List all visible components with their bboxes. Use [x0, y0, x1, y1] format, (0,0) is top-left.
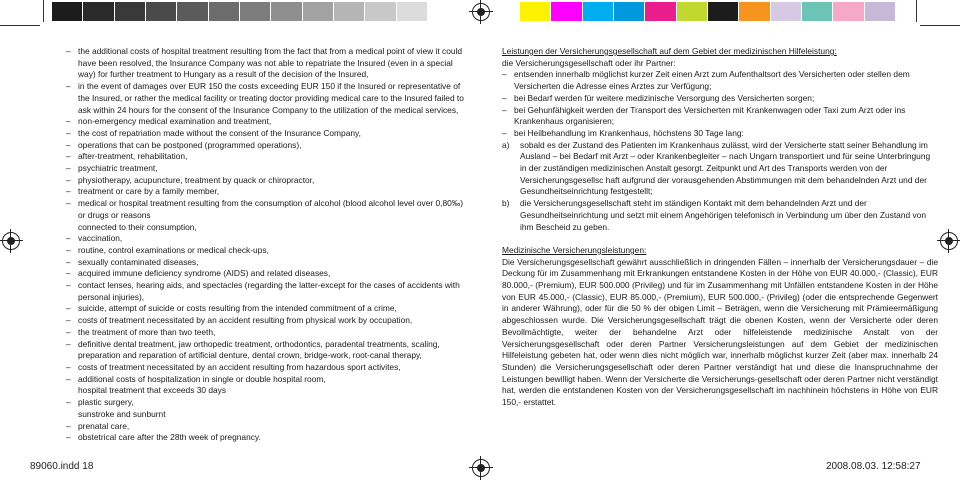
lettered-item [502, 198, 938, 233]
list-item-text: vaccination, [78, 233, 123, 244]
list-item [66, 128, 472, 140]
list-item [66, 303, 472, 315]
list-item-text: connected to their consumption, [78, 221, 197, 232]
color-swatch [177, 2, 207, 21]
list-item-text: physiotherapy, acupuncture, treatment by quack or chiropractor, [78, 174, 315, 185]
trim-mark [920, 25, 960, 26]
list-item-text: additional costs of hospitalization in single or double hospital room, [78, 373, 326, 384]
color-swatch [677, 2, 707, 21]
list-item-text: costs of treatment necessitated by an accident resulting from hazardous sport activites, [78, 361, 401, 372]
list-item [66, 186, 472, 198]
color-swatch [802, 2, 832, 21]
list-dash: – [66, 338, 71, 349]
list-item-text: plastic surgery, [78, 397, 134, 408]
list-dash: – [66, 163, 71, 174]
list-item-text: bei Gehunfähigkeit werden der Transport des Versicherten mit Krankenwagen oder Taxi zum Arzt oder ins Krankenhaus organisieren; [514, 104, 906, 127]
color-swatch [551, 2, 581, 21]
list-dash: – [66, 397, 71, 408]
list-item [66, 245, 472, 257]
list-item [66, 280, 472, 303]
list-item-text: after-treatment, rehabilitation, [78, 151, 188, 162]
color-swatch [115, 2, 145, 21]
lettered-item-text: die Versicherungsgesellschaft steht im ständigen Kontakt mit dem behandelnden Arzt und der Gesundheitseinrichtung und setzt mit einem Angehörigen telefonisch in Verbindung um über den Zustand von ihm Bescheid zu geben. [520, 198, 926, 232]
trim-mark [0, 25, 40, 26]
list-item-text: the treatment of more than two teeth, [78, 326, 216, 337]
service-list [502, 69, 938, 139]
list-item [66, 175, 472, 187]
list-item-text: operations that can be postponed (programmed operations), [78, 139, 302, 150]
section-subheading: die Versicherungsgesellschaft oder ihr Partner: [502, 57, 676, 68]
process-color-bar [520, 2, 896, 21]
list-item [66, 362, 472, 374]
list-dash: – [66, 233, 71, 244]
lettered-item [502, 140, 938, 199]
list-item-text: bei Heilbehandlung im Krankenhaus, höchstens 30 Tage lang: [514, 127, 744, 138]
list-dash: – [66, 174, 71, 185]
list-item [66, 140, 472, 152]
list-dash: – [66, 151, 71, 162]
section-heading: Leistungen der Versicherungsgesellschaft auf dem Gebiet der medizinischen Hilfeleistung: [502, 46, 837, 56]
list-item [66, 116, 472, 128]
list-item-text: sunstroke and sunburnt [78, 408, 166, 419]
coverage-paragraph: Die Versicherungsgesellschaft gewährt ausschließlich in dringenden Fällen – innerhalb der Versicherungsdauer – die Deckung für im Zusammenhang mit Erkrankungen entstandene Kosten in der Höhe von EUR 40.000,- (Classic), EUR 80.000,- (Premium), EUR 500.000 (Privileg) und für im Zusammenhang mit Unfällen entstandene Kosten in der Höhe von EUR 45.000,- (Classic), EUR 85.000,- (Premium), EUR 500.000,- (Privileg) (oder die entsprechende Gegenwert in anderer Währung), oder für die 50 % der obigen Limit – Beträgen, wenn die Versicherung mit Prämieermäßigung abgeschlossen wurde. Die Versicherungsgesellschaft trägt die obenen Kosten, wenn der Versicherte oder deren Bevollmächtigte, weiter der behandelne Arzt oder hilfeleistende medizinische Anstalt von der Versicherungsgesellschaft oder deren Partner Versicherungsleistungen auf dem Gebiet der medizinischen Hilfeleistung gebeten hat, oder wenn dies nicht möglich war, innerhalb möglichst kurzer Zeit (aber max. innerhalb 24 Stunden) die Versicherungsgesellschaft oder deren Partner verständigt hat und diese die Inanspruchnahme der Leistungen bewilligt haben. Wenn der Versicherte die Versicherungs-gesellschaft oder deren Partner nicht verständigt hat, werden die entstandenen Kosten von der Versicherungsgesellschaft im nachhinein höchstens in Höhe von EUR 150,- erstattet. [502, 256, 938, 408]
list-dash: – [66, 373, 71, 384]
color-swatch [52, 2, 82, 21]
registration-mark-icon [472, 459, 490, 477]
color-swatch [645, 2, 675, 21]
list-item [66, 163, 472, 175]
list-item-text: non-emergency medical examination and treatment, [78, 116, 272, 127]
list-item [66, 397, 472, 409]
lettered-item-label: b) [502, 198, 510, 209]
registration-mark-icon [2, 232, 20, 250]
list-dash: – [66, 46, 71, 56]
list-item-text: definitive dental treatment, jaw orthopedic treatment, orthodontics, paradental treatments, scaling, preparation and reparation of artificial denture, dental crown, bridge-work, root-canal therapy, [78, 338, 440, 361]
color-swatch [614, 2, 644, 21]
list-item [66, 421, 472, 433]
list-item [66, 81, 472, 116]
list-item-text: suicide, attempt of suicide or costs resulting from the intended commitment of a crime, [78, 303, 397, 314]
list-item-text: medical or hospital treatment resulting from the consumption of alcohol (blood alcohol level over 0,80‰) or drugs or reasons [78, 198, 463, 220]
list-dash: – [502, 92, 507, 103]
color-swatch [739, 2, 769, 21]
color-swatch [146, 2, 176, 21]
list-item [66, 198, 472, 221]
color-swatch [83, 2, 113, 21]
list-item-text: obstetrical care after the 28th week of pregnancy. [78, 432, 261, 443]
list-item [502, 69, 938, 92]
list-dash: – [66, 244, 71, 255]
color-swatch [865, 2, 895, 21]
list-item [66, 374, 472, 386]
trim-mark [43, 0, 44, 22]
list-item [66, 257, 472, 269]
list-item-text: contact lenses, hearing aids, and spectacles (regarding the latter-except for the cases of accidents with personal injuries), [78, 280, 460, 302]
list-dash: – [66, 361, 71, 372]
grayscale-color-bar [52, 2, 428, 21]
color-swatch [833, 2, 863, 21]
list-item [66, 233, 472, 245]
list-dash: – [66, 139, 71, 150]
list-item [66, 151, 472, 163]
color-swatch [271, 2, 301, 21]
color-swatch [583, 2, 613, 21]
registration-mark-icon [940, 232, 958, 250]
list-dash: – [502, 104, 507, 115]
registration-mark-icon [472, 3, 490, 21]
section-heading: Medizinische Versicherungsleistungen: [502, 244, 647, 255]
list-item-text: the additional costs of hospital treatment resulting from the fact that from a medical point of view it could have been resolved, the Insurance Company was not able to repatriate the Insured (even in a special way) for further treatment to Hungary as a result of the decision of the Insured, [78, 46, 463, 80]
list-item [502, 128, 938, 140]
list-item [66, 432, 472, 444]
list-item [66, 409, 472, 421]
list-dash: – [66, 116, 71, 127]
list-item [66, 268, 472, 280]
lettered-item-text: sobald es der Zustand des Patienten im Krankenhaus zulässt, wird der Versicherte statt seiner Behandlung im Ausland – bei Bedarf mit Arzt – oder Krankenbegleiter – nach Ungarn transportiert und für seine Unterbringung in der zuständigen medizinischen Anstalt gesorgt. Zeitpunkt und Art des Transports werden von der Versicherungsgesellsc haft aufgrund der vorausgehenden Abstimmungen mit dem behandelnden Arzt und der Gesundheitseinrichtung festgestellt; [520, 139, 931, 197]
list-item-text: the cost of repatriation made without the consent of the Insurance Company, [78, 127, 361, 138]
list-dash: – [66, 268, 71, 279]
list-dash: – [502, 127, 507, 138]
color-swatch [397, 2, 427, 21]
list-dash: – [66, 420, 71, 431]
list-item [66, 385, 472, 397]
list-dash: – [66, 127, 71, 138]
list-item [502, 93, 938, 105]
list-item-text: routine, control examinations or medical check-ups, [78, 244, 269, 255]
list-item-text: bei Bedarf werden für weitere medizinische Versorgung des Versicherten sorgen; [514, 92, 815, 103]
list-dash: – [66, 186, 71, 197]
list-item-text: acquired immune deficiency syndrome (AIDS) and related diseases, [78, 268, 331, 279]
right-text-column [502, 46, 938, 409]
list-dash: – [66, 81, 71, 92]
list-dash: – [502, 69, 507, 80]
color-swatch [209, 2, 239, 21]
lettered-list [502, 140, 938, 234]
list-item [66, 315, 472, 327]
list-dash: – [66, 326, 71, 337]
trim-mark [916, 0, 917, 22]
list-item [502, 105, 938, 128]
lettered-item-label: a) [502, 139, 510, 150]
list-item-text: sexually contaminated diseases, [78, 256, 199, 267]
footer-timestamp: 2008.08.03. 12:58:27 [826, 461, 921, 472]
color-swatch [365, 2, 395, 21]
list-item [66, 327, 472, 339]
list-item [66, 46, 472, 81]
list-item-text: psychiatric treatment, [78, 163, 158, 174]
list-dash: – [66, 432, 71, 443]
list-item-text: hospital treatment that exceeds 30 days [78, 385, 227, 396]
list-dash: – [66, 256, 71, 267]
list-dash: – [66, 280, 71, 291]
list-item [66, 339, 472, 362]
list-item-text: entsenden innerhalb möglichst kurzer Zeit einen Arzt zum Aufenthaltsort des Versicherten oder stellen dem Versicherten die Adresse eines Arztes zur Verfügung; [514, 69, 910, 92]
color-swatch [303, 2, 333, 21]
color-swatch [240, 2, 270, 21]
footer-filename: 89060.indd 18 [30, 461, 94, 472]
color-swatch [520, 2, 550, 21]
color-swatch [708, 2, 738, 21]
list-item-text: treatment or care by a family member, [78, 186, 220, 197]
list-item-text: prenatal care, [78, 420, 130, 431]
color-swatch [334, 2, 364, 21]
list-item [66, 222, 472, 234]
list-item-text: costs of treatment necessitated by an accident resulting from physical work by occupation, [78, 315, 413, 326]
color-swatch [771, 2, 801, 21]
left-text-column [66, 46, 472, 444]
list-dash: – [66, 315, 71, 326]
list-item-text: in the event of damages over EUR 150 the costs exceeding EUR 150 if the Insured or representative of the Insured, or rather the medical facility or treating doctor providing medical care to the Insured failed to ask within 24 hours for the consent of the Insurance Company to the utilization of the medical services, [78, 81, 464, 115]
list-dash: – [66, 198, 71, 209]
list-dash: – [66, 303, 71, 314]
